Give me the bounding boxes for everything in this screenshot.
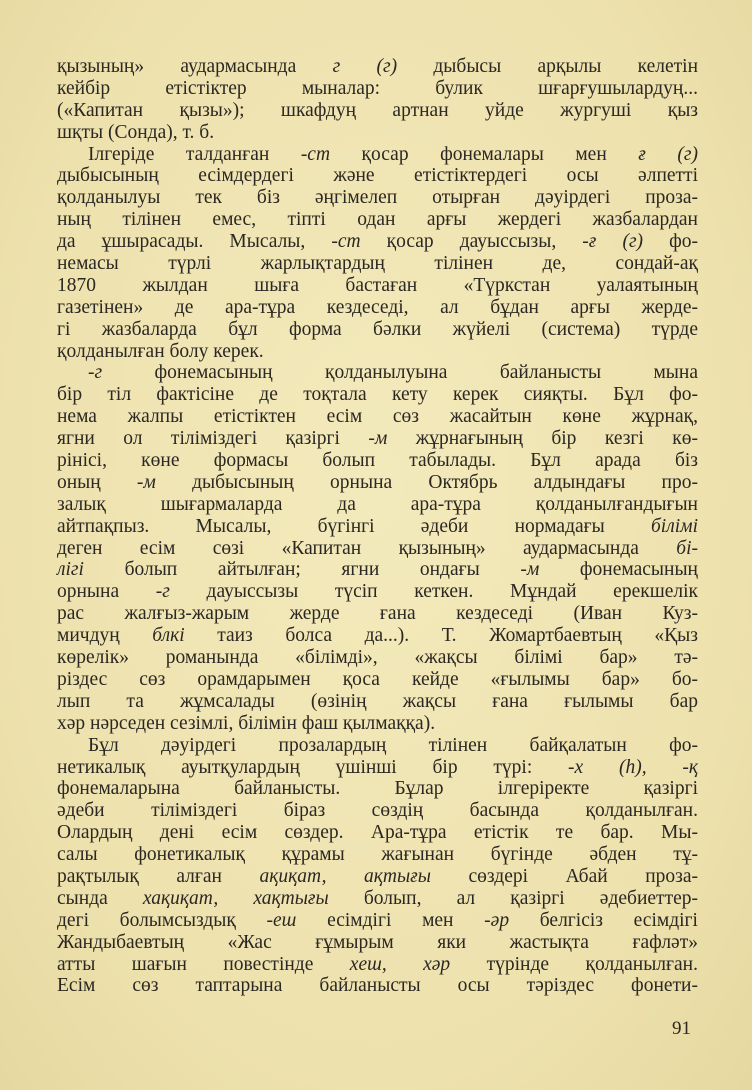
text-segment: нема жалпы етістіктен есім сөз жасайтын көне жұрнақ, [57, 406, 698, 428]
text-line [57, 910, 698, 932]
text-segment: түрінде қолданылған. [450, 953, 698, 975]
text-segment: белгісіз есімдігі [509, 909, 698, 931]
text-segment: газетінен» де ара-тұра кездеседі, ал бұдан арғы жерде- [57, 296, 698, 318]
text-segment: фонемасының қолданылуына байланысты мына [102, 362, 698, 384]
text-segment: дыбысының есімдердегі және етістіктердегі осы әлпетті [57, 165, 698, 187]
text-line [57, 800, 698, 822]
text-segment: дегі болымсыздық [57, 909, 267, 931]
text-line [57, 144, 698, 166]
italic-term: -м [368, 428, 388, 450]
text-line [57, 866, 698, 888]
italic-term: бі- [676, 537, 698, 559]
text-line [57, 450, 698, 472]
text-segment: дауыссызы түсіп кеткен. Мұндай ерекшелік [169, 581, 698, 603]
text-segment: айтпақпыз. Мысалы, бүгінгі әдеби нормадағы [57, 515, 651, 537]
text-segment: қолданылуы тек біз әңгімелеп отырған дәуірдегі проза- [57, 187, 698, 209]
text-segment: нетикалық ауытқулардың үшінші бір түрі: [57, 756, 569, 778]
text-line [57, 472, 698, 494]
italic-term: -м [520, 559, 540, 581]
text-segment: ягни ол тіліміздегі қазіргі [57, 428, 369, 450]
text-line [57, 757, 698, 779]
text-line [57, 428, 698, 450]
text-line [57, 56, 698, 78]
text-segment: фонемаларына байланысты. Бұлар ілгеріректе қазіргі [57, 778, 698, 800]
italic-term: хеш, хәр [349, 953, 451, 975]
text-line [57, 603, 698, 625]
text-segment: жұрнағының бір кезгі кө- [387, 428, 698, 450]
text-line [57, 559, 698, 581]
text-line [57, 231, 698, 253]
italic-term: -ст [331, 231, 361, 253]
text-segment: рінісі, көне формасы болып табылады. Бұл арада біз [57, 450, 698, 472]
text-line [57, 406, 698, 428]
text-segment: гі жазбаларда бұл форма бәлки жүйелі (система) түрде [57, 318, 698, 340]
italic-term: -г [88, 362, 103, 384]
text-line [57, 669, 698, 691]
text-segment: қызының» аудармасында [57, 56, 333, 77]
text-line [57, 494, 698, 516]
text-line [57, 253, 698, 275]
text-segment: болып айтылған; ягни ондағы [83, 559, 521, 581]
text-segment: залық шығармаларда да ара-тұра қолданылғандығын [57, 493, 698, 515]
text-line [57, 647, 698, 669]
text-segment: мичдуң [57, 625, 153, 647]
text-line [57, 844, 698, 866]
text-segment: дыбысы арқылы келетін [397, 56, 699, 77]
italic-term: -х (h), -қ [568, 756, 698, 778]
text-line [57, 932, 698, 954]
text-line [57, 341, 698, 363]
text-line [57, 297, 698, 319]
text-segment: фо- [643, 231, 698, 253]
text-line [57, 538, 698, 560]
text-segment: ның тілінен емес, тіпті одан арғы жердегі жазбалардан [57, 209, 698, 231]
text-segment: Жандыбаевтың «Жас ғұмырым яки жастықта ғафләт» [57, 931, 698, 953]
text-line [57, 384, 698, 406]
text-segment: қолданылған болу керек. [57, 340, 264, 362]
text-segment: көрелік» романында «білімді», «жақсы білімі бар» тә- [57, 647, 698, 669]
italic-term: -м [136, 471, 156, 493]
text-line [57, 822, 698, 844]
text-segment: різдес сөз орамдарымен қоса кейде «ғылымы бар» бо- [57, 668, 698, 690]
text-line [57, 888, 698, 910]
text-segment: шқты (Сонда), т. б. [57, 121, 215, 143]
text-segment: рас жалғыз-жарым жерде ғана кездеседі (Иван Куз- [57, 603, 698, 625]
text-line [57, 516, 698, 538]
text-line [57, 187, 698, 209]
italic-term: ғ (г) [638, 143, 698, 165]
text-line [57, 275, 698, 297]
text-line [57, 778, 698, 800]
text-segment: сында [57, 887, 143, 909]
text-segment: Олардың дені есім сөздер. Ара-тұра етістік те бар. Мы- [57, 822, 698, 844]
italic-term: -еш [266, 909, 297, 931]
text-segment: орнына [57, 581, 156, 603]
text-segment: әдеби тіліміздегі біраз сөздің басында қолданылған. [57, 800, 698, 822]
italic-term: ақиқат, ақтығы [259, 865, 431, 887]
text-segment: оның [57, 471, 137, 493]
text-line [57, 122, 698, 144]
text-segment: деген есім сөзі «Капитан қызының» аудармасында [57, 537, 677, 559]
italic-term: г (г) [332, 56, 398, 77]
text-line [57, 954, 698, 976]
text-segment: қосар фонемалары мен [330, 143, 639, 165]
text-segment: бір тіл фактісіне де тоқтала кету керек сияқты. Бұл фо- [57, 384, 698, 406]
text-segment: салы фонетикалық құрамы жағынан бүгінде әбден тұ- [57, 844, 698, 866]
italic-term: -ғ (г) [582, 231, 644, 253]
text-segment: атты шағын повестінде [57, 953, 350, 975]
italic-term: -әр [484, 909, 510, 931]
text-line [57, 165, 698, 187]
text-segment: хәр нәрседен сезімлі, білімін фаш қылмаққа). [57, 712, 436, 734]
text-segment: кейбір етістіктер мыналар: булик шғарғушылардуң... [57, 77, 698, 99]
italic-term: -ст [300, 143, 331, 165]
text-line [57, 362, 698, 384]
italic-term: білімі [650, 515, 698, 537]
italic-term: блкі [152, 625, 185, 647]
text-line [57, 691, 698, 713]
italic-term: лігі [57, 559, 84, 581]
text-segment: лып та жұмсалады (өзінің жақсы ғана ғылымы бар [57, 690, 698, 712]
text-line [57, 78, 698, 100]
italic-term: -г [155, 581, 170, 603]
text-line [57, 625, 698, 647]
text-line [57, 975, 698, 997]
text-line [57, 581, 698, 603]
text-segment: қосар дауыссызы, [360, 231, 583, 253]
text-segment: таиз болса да...). Т. Жомартбаевтың «Қыз [184, 625, 698, 647]
text-line [57, 713, 698, 735]
text-segment: Ілгеріде талданған [88, 143, 301, 165]
body-text [57, 56, 698, 997]
text-segment: сөздері Абай проза- [430, 865, 698, 887]
text-segment: 1870 жылдан шыға бастаған «Түркстан уалаятының [57, 274, 698, 296]
text-segment: фонемасының [539, 559, 698, 581]
text-segment: да ұшырасады. Мысалы, [57, 231, 332, 253]
italic-term: хақиқат, хақтығы [142, 887, 329, 909]
text-segment: есімдігі мен [296, 909, 485, 931]
text-segment: («Капитан қызы»); шкафдуң артнан уйде жургуші қыз [57, 99, 698, 121]
text-segment: Бұл дәуірдегі прозалардың тілінен байқалатын фо- [88, 734, 698, 756]
text-line [57, 100, 698, 122]
page-number: 91 [672, 1018, 691, 1039]
text-segment: немасы түрлі жарлықтардың тілінен де, сондай-ақ [57, 253, 698, 275]
text-segment: болып, ал қазіргі әдебиеттер- [328, 887, 698, 909]
text-line [57, 209, 698, 231]
text-line [57, 735, 698, 757]
text-segment: дыбысының орнына Октябрь алдындағы про- [155, 471, 698, 493]
text-line [57, 319, 698, 341]
text-segment: рақтылық алған [57, 865, 260, 887]
text-segment: Есім сөз таптарына байланысты осы тәріздес фонети- [57, 975, 698, 997]
